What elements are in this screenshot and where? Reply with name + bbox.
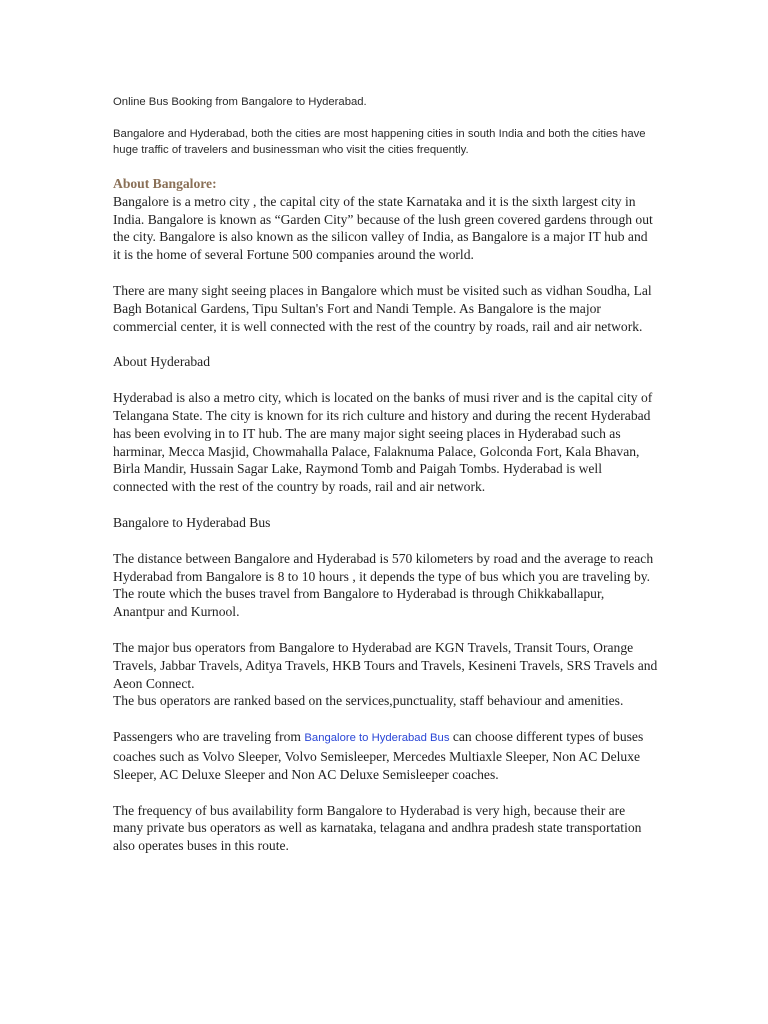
spacer: [113, 621, 658, 639]
about-hyderabad-heading: About Hyderabad: [113, 354, 211, 370]
spacer: [113, 784, 658, 802]
about-hyderabad-paragraph: Hyderabad is also a metro city, which is located on the banks of musi river and is the capital city of Telangana State. The city is known for its rich culture and history and during the recent Hyderabad has been evolving in to IT hub. The are many major sight seeing places in Hyderabad such as harminar, Mecca Masjid, Chowmahalla Palace, Falaknuma Palace, Golconda Fort, Kala Bhavan, Birla Mandir, Hussain Sagar Lake, Raymond Tomb and Paigah Tombs. Hyderabad is well connected with the rest of the country by roads, rail and air network.: [113, 390, 653, 495]
operators-paragraph: The major bus operators from Bangalore to Hyderabad are KGN Travels, Transit Tours, Orange Travels, Jabbar Travels, Aditya Travels, HKB Tours and Travels, Kesineni Travels, SRS Travels and Aeon Connect.: [113, 639, 658, 691]
spacer: [113, 158, 658, 175]
spacer: [113, 532, 658, 550]
bangalore-to-hyderabad-bus-link[interactable]: Bangalore to Hyderabad Bus: [304, 732, 450, 745]
intro-paragraph: Bangalore and Hyderabad, both the cities are most happening cities in south India and both the cities have huge traffic of travelers and businessman who visit the cities frequently.: [113, 128, 646, 156]
bus-section-heading: Bangalore to Hyderabad Bus: [113, 514, 271, 530]
spacer: [113, 371, 658, 389]
spacer: [113, 110, 658, 126]
coach-types-text-before: Passengers who are traveling from: [113, 729, 305, 745]
page-title: Online Bus Booking from Bangalore to Hyderabad.: [113, 96, 367, 108]
about-bangalore-heading: About Bangalore:: [113, 176, 217, 191]
about-bangalore-paragraph-2: There are many sight seeing places in Bangalore which must be visited such as vidhan Soudha, Lal Bagh Botanical Gardens, Tipu Sultan's Fort and Nandi Temple. As Bangalore is the major commercial center, it is well connected with the rest of the country by roads, rail and air network.: [113, 282, 652, 334]
frequency-paragraph: The frequency of bus availability form Bangalore to Hyderabad is very high, because their are many private bus operators as well as karnataka, telagana and andhra pradesh state transportation also operates buses in this route.: [113, 802, 642, 854]
coach-types-text-after: can choose different types of buses coaches such as Volvo Sleeper, Volvo Semisleeper, Mercedes Multiaxle Sleeper, Non AC Deluxe Sleeper, AC Deluxe Sleeper and Non AC Deluxe Semisleeper coaches.: [113, 729, 644, 782]
spacer: [113, 264, 658, 282]
spacer: [113, 710, 658, 728]
spacer: [113, 496, 658, 514]
spacer: [113, 335, 658, 353]
ranking-paragraph: The bus operators are ranked based on the services,punctuality, staff behaviour and amenities.: [113, 693, 624, 709]
distance-paragraph: The distance between Bangalore and Hyderabad is 570 kilometers by road and the average to reach Hyderabad from Bangalore is 8 to 10 hours , it depends the type of bus which you are traveling by. The route which the buses travel from Bangalore to Hyderabad is through Chikkaballapur, Anantpur and Kurnool.: [113, 550, 654, 620]
about-bangalore-paragraph-1: Bangalore is a metro city , the capital city of the state Karnataka and it is the sixth largest city in India. Bangalore is known as “Garden City” because of the lush green covered gardens through out the city. Bangalore is also known as the silicon valley of India, as Bangalore is a major IT hub and it is the home of several Fortune 500 companies around the world.: [113, 193, 653, 263]
document-page: [113, 94, 658, 855]
coach-types-paragraph: [113, 728, 658, 783]
